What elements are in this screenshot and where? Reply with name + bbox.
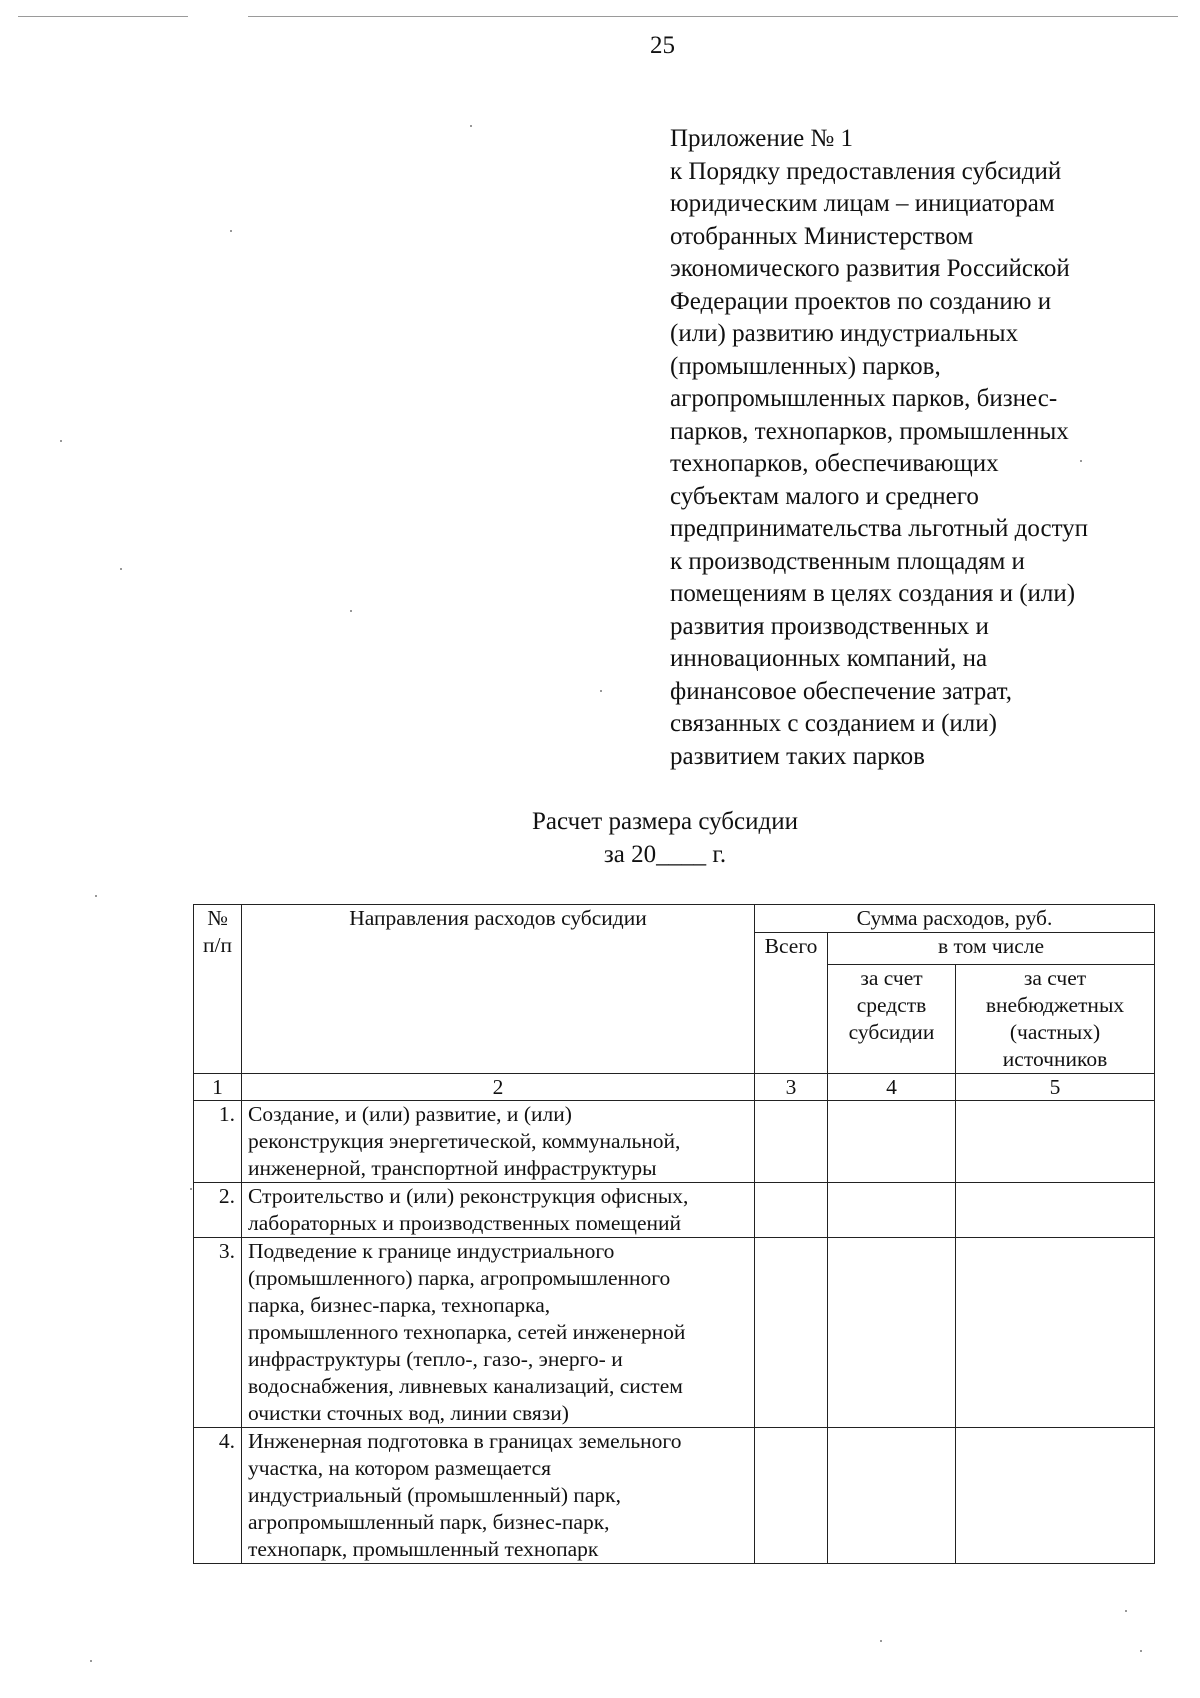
column-number: 4	[828, 1074, 956, 1101]
appendix-line: (или) развитию индустриальных	[670, 320, 1019, 347]
header-private-line: источников	[1002, 1047, 1108, 1071]
column-number: 3	[755, 1074, 828, 1101]
header-private-cell	[956, 965, 1155, 1074]
table-row	[194, 1428, 1155, 1564]
row-private-cell	[956, 1428, 1155, 1564]
appendix-line: предпринимательства льготный доступ	[670, 515, 1089, 542]
appendix-line: отобранных Министерством	[670, 222, 974, 250]
table-row	[194, 1183, 1155, 1238]
row-subsidy-cell	[828, 1428, 956, 1564]
column-number: 1	[194, 1074, 242, 1101]
row-direction	[242, 1101, 755, 1183]
row-direction-line: технопарк, промышленный технопарк	[248, 1537, 599, 1561]
row-direction-line: (промышленного) парка, агропромышленного	[248, 1266, 671, 1290]
row-direction-line: парка, бизнес-парка, технопарка,	[248, 1293, 551, 1317]
row-total-cell	[755, 1183, 828, 1238]
document-title: Расчет размера субсидии	[532, 808, 798, 835]
row-direction-line: инфраструктуры (тепло-, газо-, энерго- и	[248, 1347, 623, 1371]
appendix-line: (промышленных) парков,	[670, 352, 941, 380]
page-number: 25	[650, 32, 675, 59]
appendix-line: развития производственных и	[670, 612, 989, 640]
header-sum-cell: Сумма расходов, руб.	[755, 905, 1155, 933]
row-direction-line: Подведение к границе индустриального	[248, 1239, 615, 1263]
header-number-cell	[194, 905, 242, 1074]
appendix-line: инновационных компаний, на	[670, 645, 988, 672]
header-private-line: за счет	[1023, 966, 1087, 990]
row-number: 2.	[194, 1183, 242, 1238]
row-total-cell	[755, 1101, 828, 1183]
table-row	[194, 1238, 1155, 1428]
row-direction-line: лабораторных и производственных помещений	[248, 1211, 682, 1235]
appendix-line: связанных с созданием и (или)	[670, 710, 997, 737]
row-direction-line: реконструкция энергетической, коммунальной,	[248, 1129, 681, 1153]
appendix-line: субъектам малого и среднего	[670, 482, 979, 510]
row-direction	[242, 1428, 755, 1564]
row-direction-line: участка, на котором размещается	[248, 1456, 551, 1480]
row-subsidy-cell	[828, 1238, 956, 1428]
appendix-line: юридическим лицам – инициаторам	[670, 190, 1055, 217]
row-direction-line: водоснабжения, ливневых канализаций, систем	[248, 1374, 683, 1398]
row-subsidy-cell	[828, 1101, 956, 1183]
row-subsidy-cell	[828, 1183, 956, 1238]
subsidy-calculation-table	[193, 904, 1155, 1564]
appendix-note	[670, 123, 1150, 773]
row-private-cell	[956, 1183, 1155, 1238]
appendix-line: парков, технопарков, промышленных	[670, 417, 1069, 445]
table-header-row	[194, 905, 1155, 933]
header-number-line: №	[207, 906, 228, 930]
header-private-line: (частных)	[1009, 1020, 1101, 1044]
row-total-cell	[755, 1238, 828, 1428]
row-direction-line: индустриальный (промышленный) парк,	[248, 1483, 622, 1507]
row-number: 4.	[194, 1428, 242, 1564]
appendix-line: экономического развития Российской	[670, 255, 1070, 282]
appendix-line: помещениям в целях создания и (или)	[670, 580, 1076, 607]
column-number-row	[194, 1074, 1155, 1101]
header-subsidy-line: за счет	[860, 966, 923, 990]
row-direction-line: очистки сточных вод, линии связи)	[248, 1401, 569, 1425]
row-private-cell	[956, 1101, 1155, 1183]
row-number: 3.	[194, 1238, 242, 1428]
row-direction-line: инженерной, транспортной инфраструктуры	[248, 1156, 657, 1180]
column-number: 5	[956, 1074, 1155, 1101]
appendix-heading: Приложение № 1	[670, 125, 854, 152]
row-direction-line: промышленного технопарка, сетей инженерной	[248, 1320, 686, 1344]
document-period: за 20____ г.	[603, 841, 727, 868]
scan-top-border	[0, 16, 1200, 18]
header-subsidy-line: субсидии	[848, 1020, 935, 1044]
header-including-cell: в том числе	[828, 933, 1155, 965]
row-direction-line: Создание, и (или) развитие, и (или)	[248, 1102, 572, 1126]
appendix-line: агропромышленных парков, бизнес-	[670, 385, 1058, 412]
row-direction	[242, 1183, 755, 1238]
row-total-cell	[755, 1428, 828, 1564]
appendix-line: развитием таких парков	[670, 742, 925, 770]
appendix-line: технопарков, обеспечивающих	[670, 450, 999, 477]
appendix-line: Федерации проектов по созданию и	[670, 287, 1052, 315]
row-direction	[242, 1238, 755, 1428]
row-direction-line: Строительство и (или) реконструкция офисных,	[248, 1184, 689, 1208]
table-row	[194, 1101, 1155, 1183]
header-subsidy-line: средств	[856, 993, 927, 1017]
row-private-cell	[956, 1238, 1155, 1428]
header-direction-cell: Направления расходов субсидии	[242, 905, 755, 1074]
row-number: 1.	[194, 1101, 242, 1183]
header-total-cell: Всего	[755, 933, 828, 1074]
header-number-line: п/п	[203, 933, 232, 957]
appendix-line: к производственным площадям и	[670, 547, 1025, 575]
appendix-line: финансовое обеспечение затрат,	[670, 677, 1012, 705]
header-subsidy-cell	[828, 965, 956, 1074]
appendix-line: к Порядку предоставления субсидий	[670, 157, 1062, 185]
row-direction-line: Инженерная подготовка в границах земельного	[248, 1429, 682, 1453]
header-private-line: внебюджетных	[985, 993, 1125, 1017]
column-number: 2	[242, 1074, 755, 1101]
row-direction-line: агропромышленный парк, бизнес-парк,	[248, 1510, 610, 1534]
